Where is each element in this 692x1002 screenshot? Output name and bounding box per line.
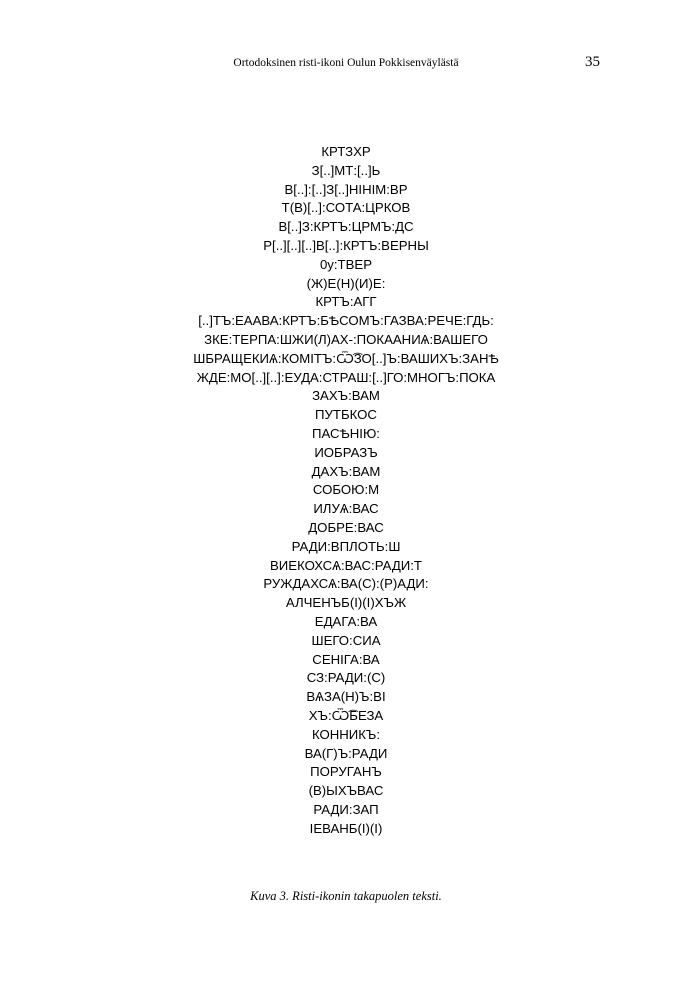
inscription-line: ПУТБКОС (315, 407, 377, 423)
inscription-line: СОБОЮ:М (312, 482, 380, 498)
inscription-line: РАДИ:ЗАП (313, 801, 379, 817)
inscription-line: ХЪ:Ѿ͡БЕЗА (308, 707, 384, 723)
inscription-line: (Ж)Е(Н)(И)Е: (306, 275, 386, 291)
inscription-line: ВИЕКОХСѦ:ВАС:РАДИ:Т (270, 557, 422, 573)
inscription-line: 0у:ТВЕР (319, 256, 373, 272)
inscription-line: В[..]З:КРТЪ:ЦРМЪ:ДС (278, 219, 414, 235)
inscription-line: В[..]:[..]З[..]НІНІМ:ВР (284, 181, 408, 197)
inscription-line: Р[..][..][..]В[..]:КРТЪ:ВЕРНЫ (263, 237, 429, 253)
inscription-line: ЗКЕ:ТЕРПА:ШЖИ(Л)АХ-:ПОКААНИѦ:ВАШЕГО (204, 331, 488, 347)
inscription-line: КРТЪ:АГГ (315, 294, 377, 310)
inscription-line: КРТЗХР (321, 144, 371, 159)
running-header (0, 55, 692, 71)
figure-caption: Kuva 3. Risti-ikonin takapuolen teksti. (250, 889, 442, 903)
inscription-line: КОННИКЪ: (311, 726, 381, 742)
inscription-line: ДОБРЕ:ВАС (308, 519, 384, 535)
inscription-line: ШБРАЩЕКИѦ:КОМІТЪ:Ѿ͡ЗО[..]Ъ:ВАШИХЪ:ЗАНѢ (193, 350, 499, 366)
inscription-line: З[..]МТ:[..]Ь (311, 162, 381, 178)
inscription-line: РАДИ:ВПЛОТЬ:Ш (291, 538, 401, 554)
inscription-line: ЖДЕ:МО[..][..]:ЕУДА:СТРАШ:[..]ГО:МНОГЪ:ПОКА (196, 369, 496, 385)
inscription-line: ВА(Г)Ъ:РАДИ (304, 745, 388, 761)
inscription-line: ПАСѢНІЮ: (312, 425, 380, 441)
inscription-line: РУЖДАХСѦ:ВА(С):(Р)АДИ: (263, 576, 429, 592)
inscription-line: ШЕГО:СИА (311, 632, 381, 648)
inscription-line: (В)ЫХЪВАС (308, 783, 384, 799)
inscription-line: ЗАХЪ:ВАМ (312, 388, 380, 404)
page-number: 35 (585, 54, 600, 70)
inscription-line: АЛЧЕНЪБ(І)(І)ХЪЖ (285, 595, 407, 611)
inscription-line: Т(В)[..]:СОТА:ЦРКОВ (281, 200, 411, 216)
inscription-line: ІЕВАНБ(І)(І) (309, 820, 383, 836)
inscription-line: ИОБРАЗЪ (314, 444, 378, 460)
inscription-line: [..]ТЪ:ЕААВА:КРТЪ:БѢСОМЪ:ГАЗВА:РЕЧЕ:ГДЬ: (198, 313, 494, 329)
inscription-line: СЗ:РАДИ:(С) (306, 670, 386, 686)
inscription-line: ДАХЪ:ВАМ (311, 463, 381, 479)
inscription-line: ИЛУѦ:ВАС (313, 501, 379, 517)
running-title: Ortodoksinen risti-ikoni Oulun Pokkisenväylästä (233, 57, 459, 69)
inscription-line: СЕНІГА:ВА (312, 651, 380, 667)
inscription-line: ПОРУГАНЪ (310, 764, 382, 780)
inscription-transcription (0, 143, 692, 838)
inscription-line: ЕДАГА:ВА (314, 613, 378, 629)
inscription-line: ВѦЗА(Н)Ъ:ВІ (306, 689, 386, 705)
